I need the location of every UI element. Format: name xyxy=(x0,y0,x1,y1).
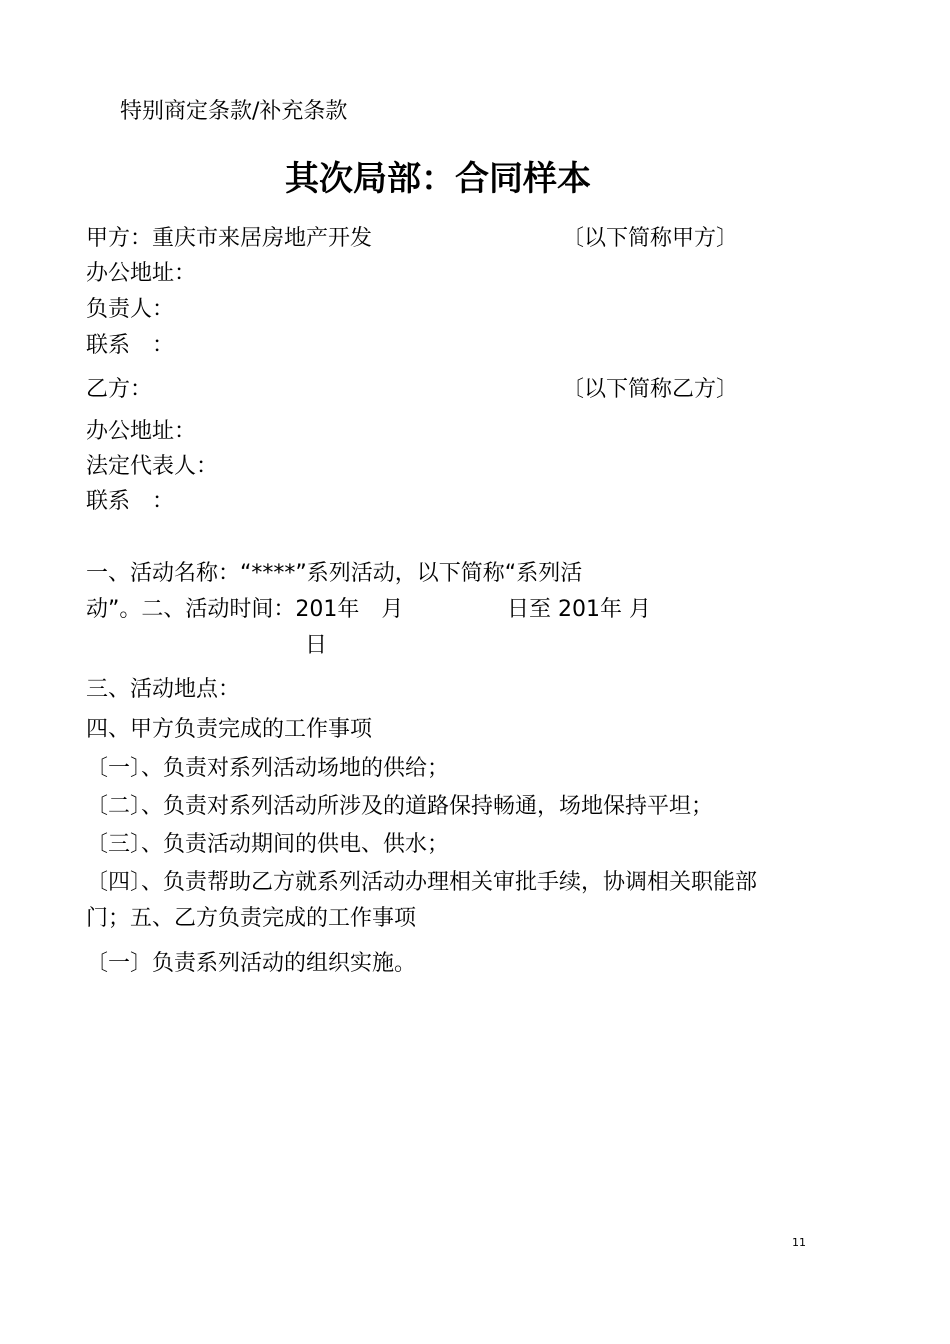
party-b-duty-1: 〔一〕负责系列活动的组织实施。 xyxy=(86,951,417,976)
activity-time-line-b: 日至 201年 月 xyxy=(507,597,651,622)
party-a-name: 甲方：重庆市来居房地产开发 xyxy=(86,226,373,251)
activity-time-day: 日 xyxy=(305,633,328,658)
party-b-legal-rep-label: 法定代表人： xyxy=(86,454,219,479)
party-b-abbr: 〔以下简称乙方〕 xyxy=(562,377,739,402)
party-a-person-label: 负责人： xyxy=(86,297,175,322)
party-a-duties-title: 四、甲方负责完成的工作事项 xyxy=(86,717,373,742)
party-b-contact-label: 联系 ： xyxy=(86,489,175,514)
activity-name-line-1: 一、活动名称：“****”系列活动，以下简称“系列活 xyxy=(86,561,583,586)
party-a-contact-label: 联系 ： xyxy=(86,333,175,358)
activity-time-line-a: 动”。二、活动时间：201年 月 xyxy=(86,597,404,622)
party-a-duty-4-line-2: 门；五、乙方负责完成的工作事项 xyxy=(86,906,417,931)
party-a-abbr: 〔以下简称甲方〕 xyxy=(562,226,739,251)
page-number: 11 xyxy=(792,1236,806,1249)
party-a-duty-3: 〔三〕、负责活动期间的供电、供水； xyxy=(86,832,450,857)
party-b-name: 乙方： xyxy=(86,377,153,402)
party-a-address-label: 办公地址： xyxy=(86,261,197,286)
party-b-address-label: 办公地址： xyxy=(86,419,197,444)
party-a-duty-1: 〔一〕、负责对系列活动场地的供给； xyxy=(86,756,450,781)
page-title: 其次局部：合同样本 xyxy=(285,159,591,199)
activity-place: 三、活动地点： xyxy=(86,677,241,702)
header-note: 特别商定条款/补充条款 xyxy=(120,99,348,124)
party-a-duty-4-line-1: 〔四〕、负责帮助乙方就系列活动办理相关审批手续，协调相关职能部 xyxy=(86,870,758,895)
party-a-duty-2: 〔二〕、负责对系列活动所涉及的道路保持畅通，场地保持平坦； xyxy=(86,794,714,819)
